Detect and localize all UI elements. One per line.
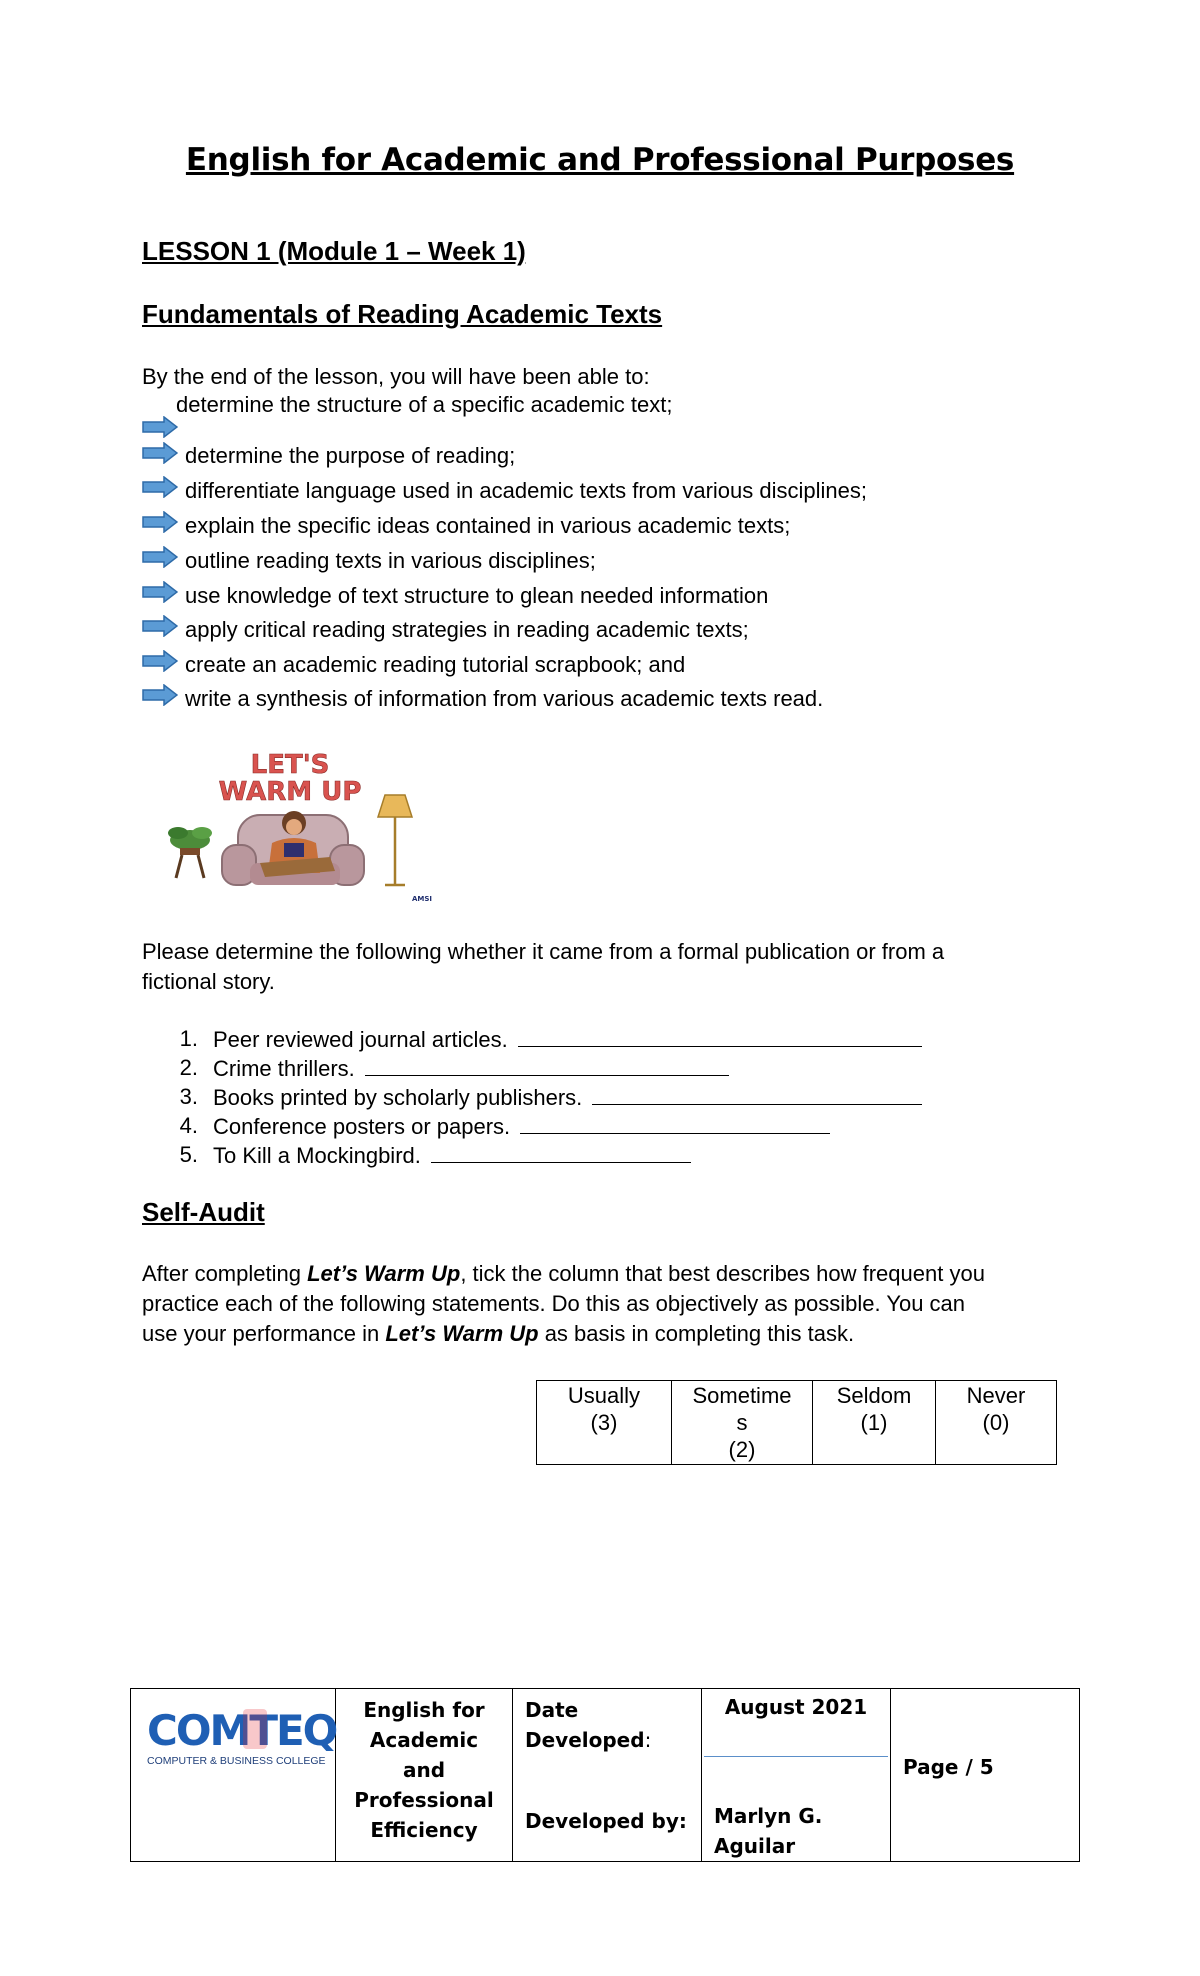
question-number: 1. (179, 1026, 198, 1051)
document-title: English for Academic and Professional Purposes (185, 142, 1015, 178)
developed-by-label: Developed by: (525, 1809, 687, 1833)
plant-icon (168, 827, 212, 878)
arrow-right-icon (142, 581, 178, 603)
objective-item: determine the structure of a specific academic text; (176, 392, 673, 417)
footer-values-cell (702, 1689, 891, 1862)
self-audit-paragraph: After completing Let’s Warm Up, tick the column that best describes how frequent you practice each of the following statements. Do this as objectively as possible. You can use your performance in Let’s Warm Up as basis in completing this task. (142, 1261, 985, 1346)
question-number: 5. (179, 1142, 198, 1167)
amsi-badge: AMSI (412, 895, 433, 903)
arrow-right-icon (142, 476, 178, 498)
footer-page-cell (891, 1689, 1080, 1862)
answer-blank[interactable] (520, 1113, 830, 1134)
date-label: Date (525, 1698, 579, 1722)
frequency-column-never[interactable]: Never (0) (936, 1381, 1057, 1465)
date-value: August 2021 (724, 1695, 868, 1719)
frequency-column-sometimes[interactable]: Sometime s (2) (672, 1381, 813, 1465)
arrow-right-icon (142, 511, 178, 533)
question-text: Conference posters or papers. (213, 1114, 511, 1139)
lesson-heading: LESSON 1 (Module 1 – Week 1) (142, 236, 526, 266)
answer-blank[interactable] (431, 1142, 691, 1163)
author-name: Marlyn G. (714, 1804, 823, 1828)
question-text: Books printed by scholarly publishers. (213, 1085, 583, 1110)
objective-item: explain the specific ideas contained in various academic texts; (185, 513, 791, 538)
instruction-line: fictional story. (142, 969, 275, 994)
date-label: Developed (525, 1728, 645, 1752)
arrow-right-icon (142, 416, 178, 438)
objectives-intro: By the end of the lesson, you will have been able to: (142, 364, 650, 389)
question-text: To Kill a Mockingbird. (213, 1143, 421, 1168)
frequency-table (536, 1380, 1057, 1465)
arrow-right-icon (142, 546, 178, 568)
lets-warm-up-illustration (160, 745, 440, 905)
arrow-right-icon (142, 615, 178, 637)
instruction-line: Please determine the following whether it came from a formal publication or from a (142, 939, 945, 964)
topic-heading: Fundamentals of Reading Academic Texts (142, 299, 663, 329)
answer-blank[interactable] (518, 1026, 922, 1047)
answer-blank[interactable] (365, 1055, 729, 1076)
arrow-right-icon (142, 442, 178, 464)
author-name: Aguilar (714, 1834, 796, 1858)
question-number: 3. (179, 1084, 198, 1109)
question-number: 2. (179, 1055, 198, 1080)
objective-item: use knowledge of text structure to glean needed information (185, 583, 769, 608)
arrow-right-icon (142, 650, 178, 672)
objective-item: apply critical reading strategies in reading academic texts; (185, 617, 749, 642)
self-audit-heading: Self-Audit (142, 1197, 265, 1227)
lamp-icon (378, 795, 412, 885)
warmup-line1: LET'S (250, 750, 330, 780)
question-text: Crime thrillers. (213, 1056, 355, 1081)
warmup-line2: WARM UP (218, 777, 362, 807)
footer-logo-cell (131, 1689, 336, 1862)
frequency-column-usually[interactable]: Usually (3) (537, 1381, 672, 1465)
arrow-right-icon (142, 684, 178, 706)
page-number: Page / 5 (903, 1755, 994, 1779)
question-number: 4. (179, 1113, 198, 1138)
frequency-column-seldom[interactable]: Seldom (1) (813, 1381, 936, 1465)
objective-item: differentiate language used in academic texts from various disciplines; (185, 478, 867, 503)
footer-table (130, 1688, 1080, 1862)
question-text: Peer reviewed journal articles. (213, 1027, 508, 1052)
footer-course-cell: English for Academic and Professional Efficiency (336, 1689, 513, 1862)
objective-item: determine the purpose of reading; (185, 443, 516, 468)
objective-item: create an academic reading tutorial scrapbook; and (185, 652, 686, 677)
footer-labels-cell: Date Developed: Developed by: (513, 1689, 702, 1862)
objective-item: outline reading texts in various disciplines; (185, 548, 596, 573)
objective-item: write a synthesis of information from various academic texts read. (185, 686, 824, 711)
answer-blank[interactable] (592, 1084, 922, 1105)
comteq-logo: COMTEQ COMPUTER & BUSINESS COLLEGE (147, 1706, 337, 1767)
